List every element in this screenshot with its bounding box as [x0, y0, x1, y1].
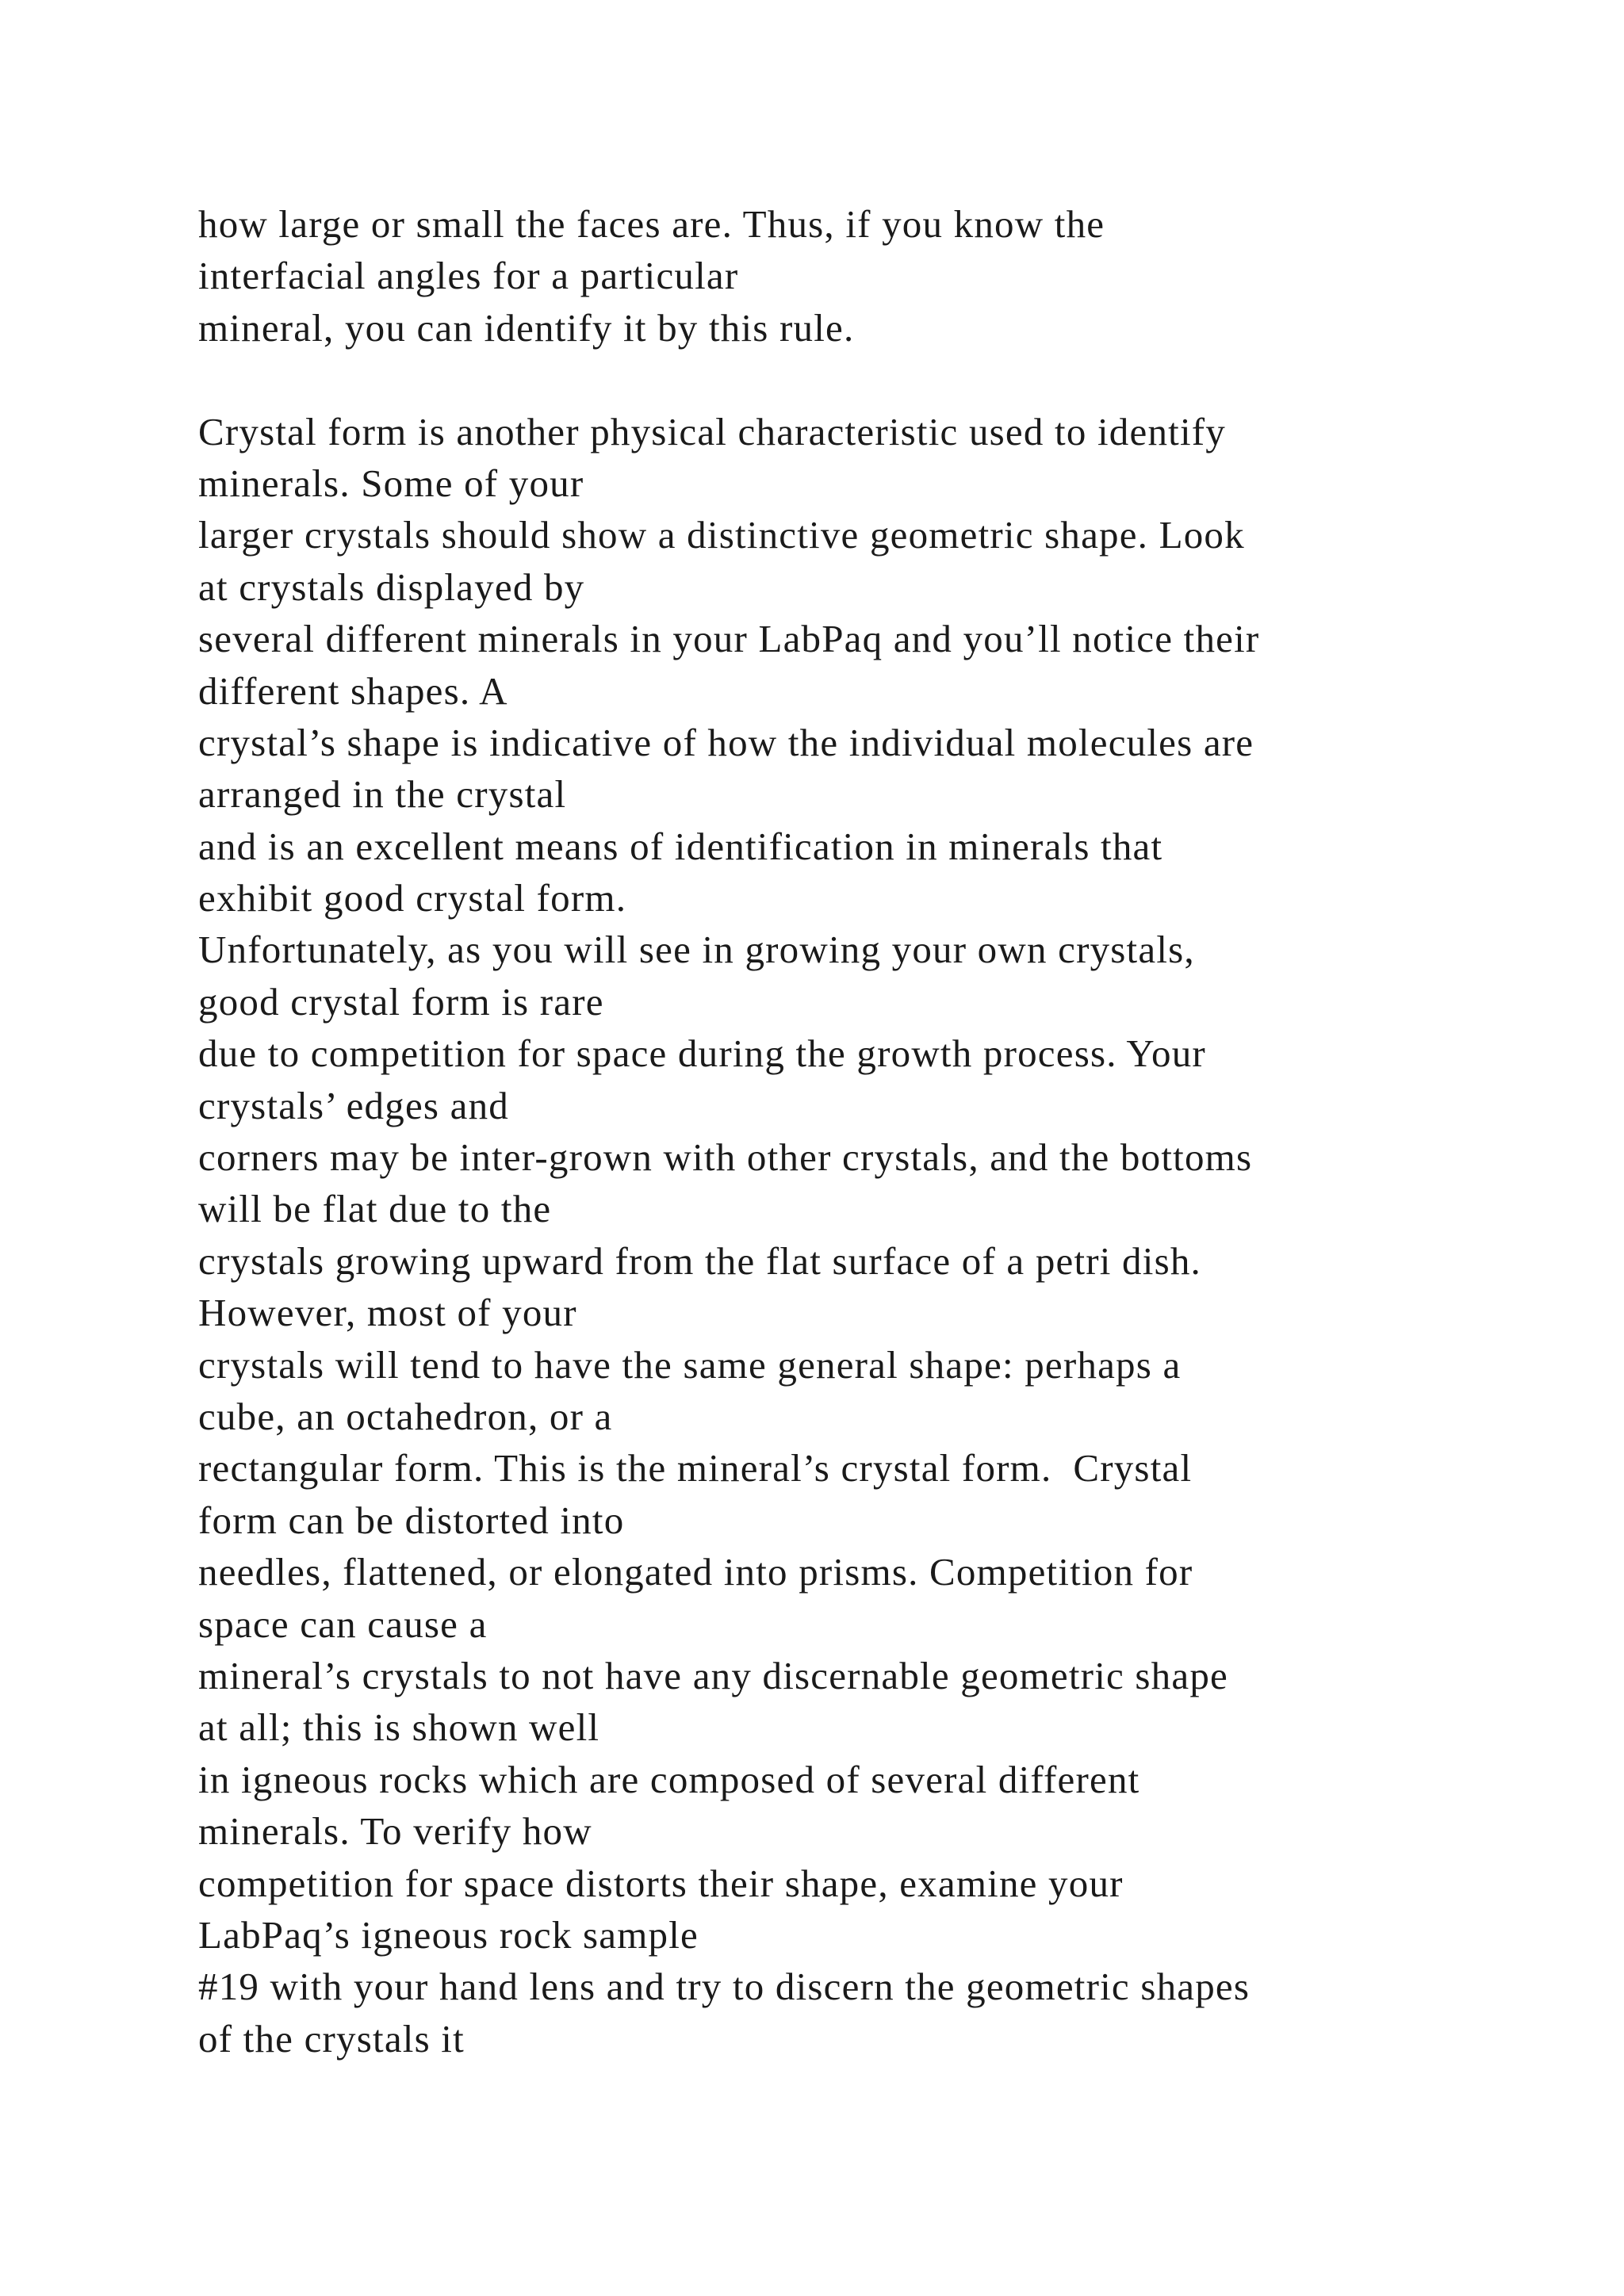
text-line: LabPaq’s igneous rock sample [198, 1912, 699, 1957]
text-line: cube, an octahedron, or a [198, 1394, 613, 1438]
text-line: However, most of your [198, 1291, 577, 1335]
text-line: minerals. Some of your [198, 461, 584, 505]
text-line: of the crystals it [198, 2016, 465, 2061]
text-line: will be flat due to the [198, 1187, 552, 1231]
text-line: crystals growing upward from the flat surface of a petri dish. [198, 1238, 1201, 1283]
text-line: arranged in the crystal [198, 772, 567, 817]
text-line: mineral, you can identify it by this rule. [198, 305, 855, 350]
text-line: space can cause a [198, 1601, 488, 1646]
paragraph-gap [198, 354, 1594, 405]
text-line: rectangular form. This is the mineral’s crystal form. Crystal [198, 1446, 1193, 1490]
text-line: Unfortunately, as you will see in growing your own crystals, [198, 928, 1195, 972]
paragraph-interfacial-angles [198, 198, 1594, 354]
text-line: larger crystals should show a distinctive geometric shape. Look [198, 513, 1245, 557]
text-line: corners may be inter-grown with other crystals, and the bottoms [198, 1135, 1253, 1180]
text-line: exhibit good crystal form. [198, 876, 627, 920]
text-line: form can be distorted into [198, 1498, 625, 1542]
text-line: in igneous rocks which are composed of several different [198, 1757, 1140, 1801]
text-line: mineral’s crystals to not have any discernable geometric shape [198, 1653, 1228, 1697]
text-line: needles, flattened, or elongated into prisms. Competition for [198, 1550, 1193, 1594]
text-line: competition for space distorts their shape, examine your [198, 1861, 1124, 1905]
text-line: interfacial angles for a particular [198, 254, 739, 298]
text-line: and is an excellent means of identification in minerals that [198, 824, 1163, 868]
text-line: Crystal form is another physical characteristic used to identify [198, 409, 1226, 453]
text-line: due to competition for space during the growth process. Your [198, 1031, 1206, 1076]
text-line: crystals’ edges and [198, 1083, 509, 1127]
paragraph-crystal-form [198, 406, 1594, 2065]
text-line: crystals will tend to have the same general shape: perhaps a [198, 1342, 1182, 1387]
text-line: good crystal form is rare [198, 979, 604, 1024]
text-line: different shapes. A [198, 668, 508, 713]
document-text [198, 198, 1594, 2064]
text-line: how large or small the faces are. Thus, if you know the [198, 202, 1105, 246]
text-line: minerals. To verify how [198, 1809, 592, 1854]
text-line: at all; this is shown well [198, 1705, 600, 1750]
text-line: at crystals displayed by [198, 564, 585, 609]
text-line: crystal’s shape is indicative of how the individual molecules are [198, 720, 1254, 764]
text-line: several different minerals in your LabPaq and you’ll notice their [198, 617, 1260, 661]
text-line: #19 with your hand lens and try to discern the geometric shapes [198, 1965, 1251, 2009]
